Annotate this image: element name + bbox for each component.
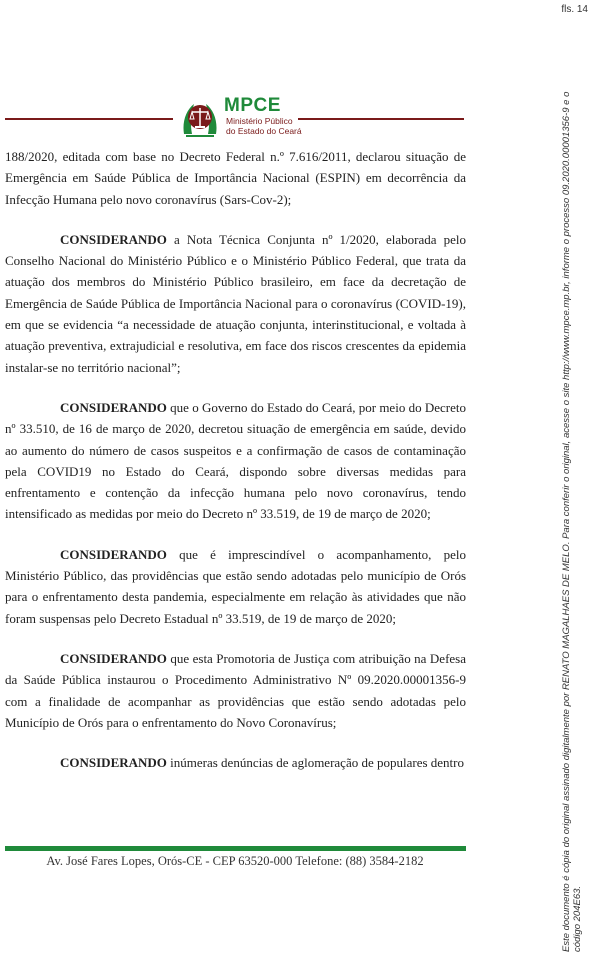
considerando-lead: CONSIDERANDO [60,231,167,247]
paragraph-text: que o Governo do Estado do Ceará, por meio do Decreto nº 33.510, de 16 de março de 2020, decretou situação de emergência em saúde, devido ao aumento do número de casos suspeitos e a confirmação de casos de contaminação pela COVID19 no Estado do Ceará, dispondo sobre diversas medidas para enfrentamento e contenção da infecção humana pelo novo coronavírus, tendo intensificado as medidas por meio do Decreto nº 33.519, de 19 de março de 2020; [5,399,466,522]
header-rule-left [5,118,173,120]
signature-note-line-2: código 204E63. [572,885,583,952]
paragraph-text: que esta Promotoria de Justiça com atribuição na Defesa da Saúde Pública instaurou o Procedimento Administrativo Nº 09.2020.00001356-9 com a finalidade de acompanhar as providências que estão sendo adotadas pelo Município de Orós para o enfrentamento do Novo Coronavírus; [5,650,466,730]
considerando-lead: CONSIDERANDO [60,399,167,415]
paragraph-2 [5,229,466,378]
considerando-lead: CONSIDERANDO [60,650,167,666]
paragraph-6 [5,752,466,773]
considerando-lead: CONSIDERANDO [60,546,167,562]
paragraph-3 [5,397,466,525]
page-number: fls. 14 [561,4,588,15]
letterhead [0,94,600,144]
paragraph-text: 188/2020, editada com base no Decreto Federal n.º 7.616/2011, declarou situação de Emergência em Saúde Pública de Importância Nacional (ESPIN) em decorrência da Infecção Humana pelo novo coronavírus (Sars-Cov-2); [5,149,466,207]
logo-subtitle-1: Ministério Público [226,116,293,126]
mpce-logo [176,94,302,142]
paragraph-text: a Nota Técnica Conjunta nº 1/2020, elaborada pelo Conselho Nacional do Ministério Público e o Ministério Público Federal, que trata da atuação dos membros do Ministério Público brasileiro, em face da decretação de Emergência de Saúde Pública de Importância Nacional para o coronavírus (COVID-19), em que se evidencia “a necessidade de atuação conjunta, interinstitucional, e voltada à atuação preventiva, extrajudicial e resolutiva, em face dos riscos crescentes da epidemia instalar-se no território nacional”; [5,231,466,375]
paragraph-5 [5,648,466,733]
paragraph-4 [5,544,466,629]
signature-note-line-1: Este documento é cópia do original assinado digitalmente por RENATO MAGALHAES DE MELO. Para conferir o original, acesse o site http://www.mpce.mp.br, informe o processo 09.2020.00001356-9 e o [561,91,572,952]
paragraph-text: inúmeras denúncias de aglomeração de populares dentro [166,755,464,771]
header-rule-right [298,118,464,120]
mpce-emblem-icon [178,96,222,140]
paragraph-1 [5,146,466,210]
logo-subtitle-2: do Estado do Ceará [226,126,302,136]
document-body [5,146,466,792]
digital-signature-note [561,52,583,952]
paragraph-text: que é imprescindível o acompanhamento, pelo Ministério Público, das providências que estão sendo adotadas pelo município de Orós para o enfrentamento desta pandemia, especialmente em relação às atividades que não foram suspensas pelo Decreto Estadual nº 33.519, de 19 de março de 2020; [5,546,466,626]
footer-rule [5,846,466,851]
footer-address: Av. José Fares Lopes, Orós-CE - CEP 63520-000 Telefone: (88) 3584-2182 [46,854,424,868]
considerando-lead: CONSIDERANDO [60,755,167,771]
logo-title: MPCE [224,95,281,116]
